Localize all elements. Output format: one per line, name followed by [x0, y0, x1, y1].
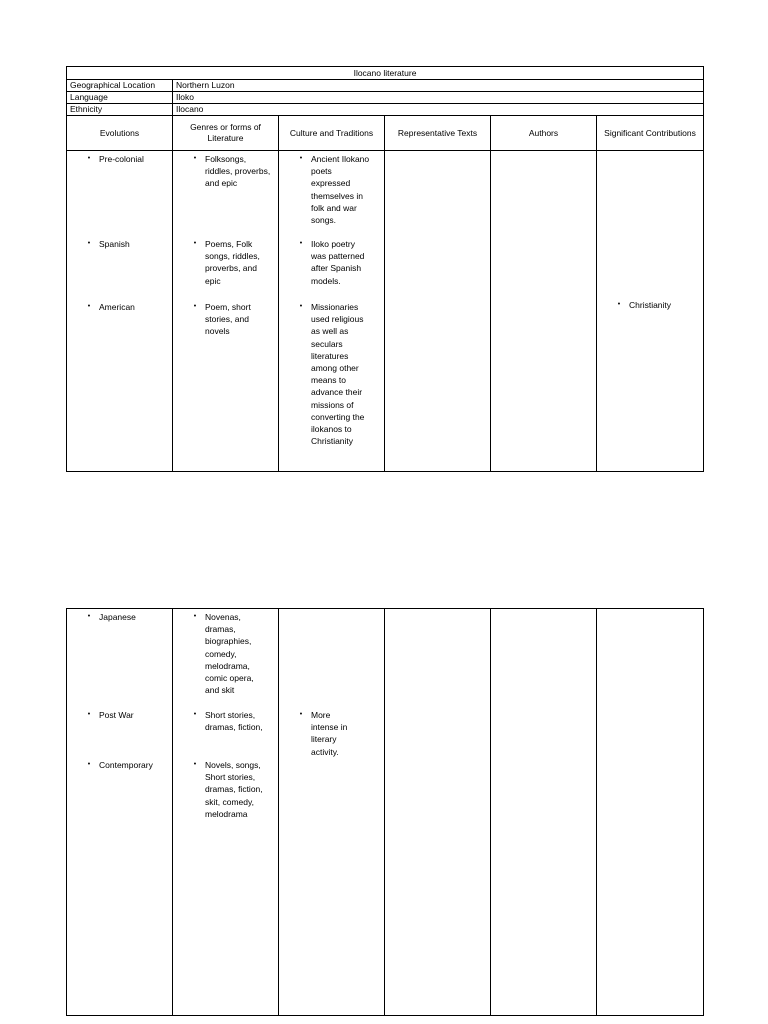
bullet-icon: • [299, 155, 303, 162]
info-value: Northern Luzon [173, 80, 704, 92]
genres-cell [173, 609, 279, 1016]
evolution-label: Post War [99, 710, 134, 720]
header-evolutions: Evolutions [67, 116, 173, 151]
culture-text: Iloko poetry was patterned after Spanish models. [311, 239, 365, 286]
evolution-label: Japanese [99, 612, 136, 622]
representative-texts-cell [385, 609, 491, 1016]
evolution-label: Contemporary [99, 760, 153, 770]
header-culture: Culture and Traditions [279, 116, 385, 151]
authors-cell [491, 609, 597, 1016]
genres-cell [173, 151, 279, 472]
culture-text: Ancient Ilokano poets expressed themselves in folk and war songs. [311, 154, 370, 226]
list-item [79, 709, 168, 721]
contributions-cell [597, 151, 704, 472]
info-row-language [67, 92, 704, 104]
bullet-icon: • [87, 711, 91, 718]
list-item [291, 238, 370, 287]
info-row-location [67, 80, 704, 92]
info-label: Geographical Location [67, 80, 173, 92]
info-value: Iloko [173, 92, 704, 104]
evolutions-cell [67, 151, 173, 472]
bullet-icon: • [617, 301, 621, 308]
representative-texts-cell [385, 151, 491, 472]
list-item [79, 301, 168, 313]
list-item [79, 153, 168, 165]
genre-text: Novels, songs, Short stories, dramas, fiction, skit, comedy, melodrama [205, 760, 263, 819]
header-representative-texts: Representative Texts [385, 116, 491, 151]
ilocano-literature-table [66, 66, 704, 472]
evolution-label: Spanish [99, 239, 130, 249]
header-contributions: Significant Contributions [597, 116, 704, 151]
genre-text: Poems, Folk songs, riddles, proverbs, and epic [205, 239, 260, 286]
list-item [79, 238, 168, 250]
evolution-label: Pre-colonial [99, 154, 144, 164]
ilocano-literature-table-continued [66, 608, 704, 1016]
bullet-icon: • [87, 303, 91, 310]
culture-cell [279, 151, 385, 472]
culture-text: Missionaries used religious as well as seculars literatures among other means to advance their missions of converting the ilokanos to Christianity [311, 302, 365, 447]
table-body-row [67, 609, 704, 1016]
list-item [609, 299, 699, 311]
table-body-row [67, 151, 704, 472]
bullet-icon: • [87, 240, 91, 247]
list-item [185, 238, 272, 287]
list-item [79, 611, 168, 623]
list-item [291, 153, 370, 226]
bullet-icon: • [299, 240, 303, 247]
authors-cell [491, 151, 597, 472]
list-item [79, 759, 170, 771]
info-label: Ethnicity [67, 104, 173, 116]
evolutions-cell [67, 609, 173, 1016]
evolution-label: American [99, 302, 135, 312]
table-title-row [67, 67, 704, 80]
genre-text: Poem, short stories, and novels [205, 302, 251, 337]
bullet-icon: • [193, 761, 197, 768]
bullet-icon: • [299, 303, 303, 310]
bullet-icon: • [299, 711, 303, 718]
culture-text: More intense in literary activity. [311, 710, 348, 757]
column-header-row [67, 116, 704, 151]
table-title: Ilocano literature [67, 67, 704, 80]
bullet-icon: • [87, 155, 91, 162]
list-item [291, 301, 370, 447]
genre-text: Short stories, dramas, fiction, [205, 710, 263, 733]
header-authors: Authors [491, 116, 597, 151]
bullet-icon: • [193, 613, 197, 620]
bullet-icon: • [193, 240, 197, 247]
contributions-cell [597, 609, 704, 1016]
list-item [185, 153, 272, 190]
info-label: Language [67, 92, 173, 104]
bullet-icon: • [87, 613, 91, 620]
culture-cell [279, 609, 385, 1016]
bullet-icon: • [193, 303, 197, 310]
list-item [185, 611, 260, 696]
info-row-ethnicity [67, 104, 704, 116]
list-item [291, 709, 360, 758]
list-item [185, 301, 272, 338]
bullet-icon: • [87, 761, 91, 768]
genre-text: Novenas, dramas, biographies, comedy, melodrama, comic opera, and skit [205, 612, 254, 696]
list-item [185, 759, 268, 820]
contribution-text: Christianity [629, 300, 672, 310]
info-value: Ilocano [173, 104, 704, 116]
header-genres: Genres or forms of Literature [173, 116, 279, 151]
genre-text: Folksongs, riddles, proverbs, and epic [205, 154, 271, 189]
bullet-icon: • [193, 155, 197, 162]
list-item [185, 709, 268, 733]
bullet-icon: • [193, 711, 197, 718]
